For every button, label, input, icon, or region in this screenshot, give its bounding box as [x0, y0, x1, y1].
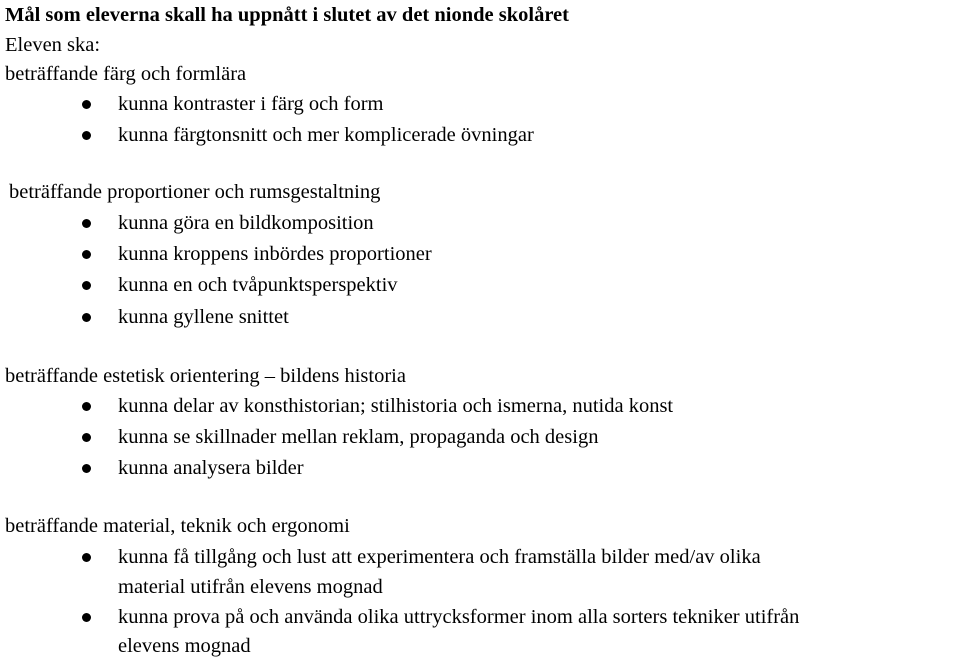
list-item-text-continued: elevens mognad: [118, 635, 251, 657]
bullet-icon: [82, 219, 91, 228]
bullet-icon: [82, 281, 91, 290]
bullet-icon: [82, 250, 91, 259]
bullet-icon: [82, 313, 91, 322]
list-item-text: kunna en och tvåpunktsperspektiv: [118, 274, 398, 296]
section-heading-color-form: beträffande färg och formlära: [5, 63, 247, 85]
list-item-text: kunna analysera bilder: [118, 457, 304, 479]
bullet-icon: [82, 464, 91, 473]
list-item-text: kunna prova på och använda olika uttrycksformer inom alla sorters tekniker utifrån: [118, 606, 800, 628]
bullet-icon: [82, 402, 91, 411]
list-item-text: kunna gyllene snittet: [118, 306, 289, 328]
list-item-text: kunna få tillgång och lust att experimentera och framställa bilder med/av olika: [118, 546, 761, 568]
list-item-text: kunna kroppens inbördes proportioner: [118, 243, 432, 265]
list-item-text: kunna kontraster i färg och form: [118, 93, 384, 115]
section-heading-aesthetic: beträffande estetisk orientering – bildens historia: [5, 365, 406, 387]
bullet-icon: [82, 553, 91, 562]
page-title: Mål som eleverna skall ha uppnått i slutet av det nionde skolåret: [5, 4, 569, 26]
list-item-text: kunna göra en bildkomposition: [118, 212, 374, 234]
list-item-text: kunna färgtonsnitt och mer komplicerade övningar: [118, 124, 534, 146]
list-item-text: kunna delar av konsthistorian; stilhistoria och ismerna, nutida konst: [118, 395, 674, 417]
bullet-icon: [82, 100, 91, 109]
list-item-text: kunna se skillnader mellan reklam, propaganda och design: [118, 426, 599, 448]
intro-text: Eleven ska:: [5, 34, 101, 56]
section-heading-proportions: beträffande proportioner och rumsgestaltning: [9, 181, 381, 203]
bullet-icon: [82, 131, 91, 140]
bullet-icon: [82, 613, 91, 622]
bullet-icon: [82, 433, 91, 442]
list-item-text-continued: material utifrån elevens mognad: [118, 576, 383, 598]
section-heading-material: beträffande material, teknik och ergonomi: [5, 515, 350, 537]
